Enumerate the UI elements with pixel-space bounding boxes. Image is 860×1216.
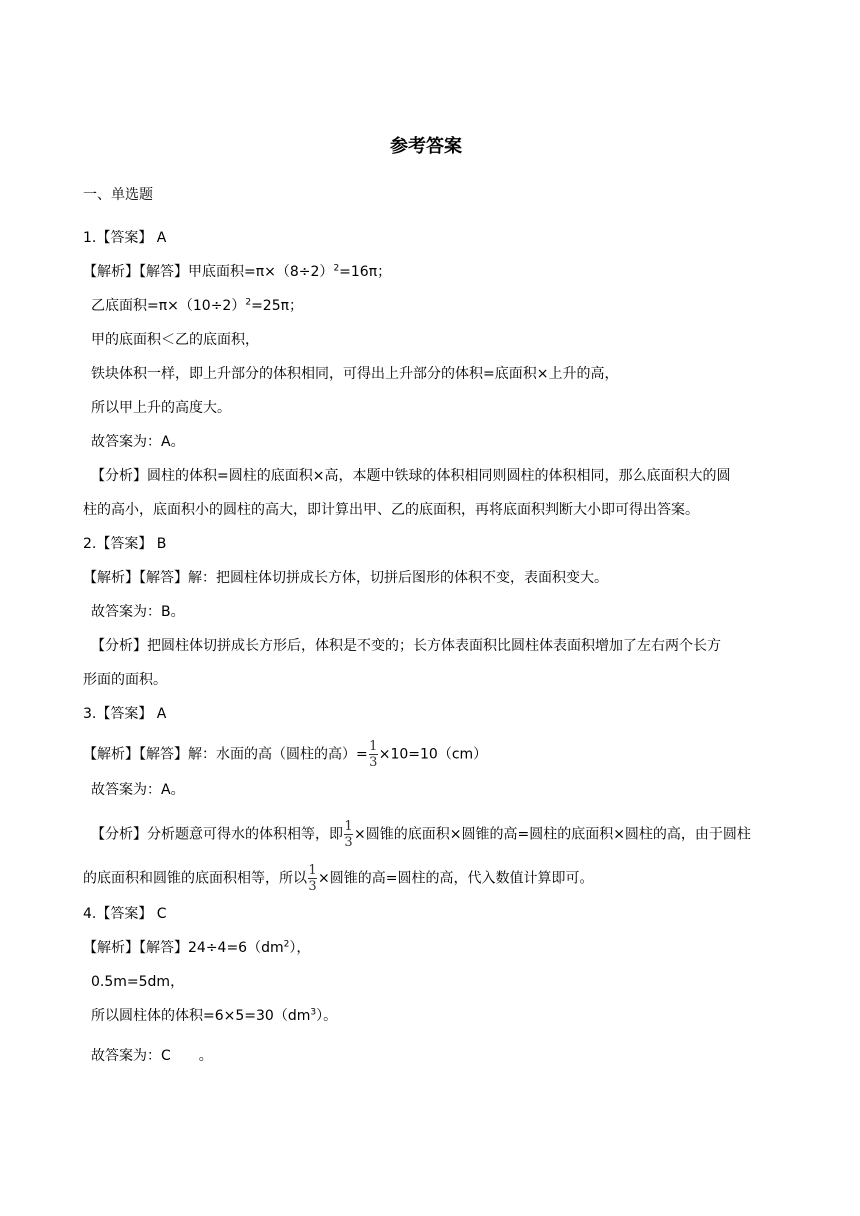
q4-line-3-text: 所以圆柱体的体积=6×5=30（dm [91, 1008, 311, 1024]
fraction-denominator: 3 [369, 755, 378, 770]
q4-line-2: 0.5m=5dm， [91, 974, 185, 990]
q3-answer: 3.【答案】 A [83, 706, 167, 722]
fraction-numerator: 1 [308, 863, 317, 878]
q2-line-1: 【解析】【解答】解：把圆柱体切拼成长方体，切拼后图形的体积不变，表面积变大。 [83, 570, 608, 586]
q2-answer: 2.【答案】 B [83, 536, 167, 552]
page-title: 参考答案 [390, 136, 462, 157]
q4-line-3 [91, 1006, 337, 1026]
fraction-denominator: 3 [308, 879, 317, 894]
q3-line-1-result: ×10=10（cm） [378, 746, 488, 763]
q4-answer: 4.【答案】 C [83, 906, 167, 922]
q4-line-1-text: 【解析】【解答】24÷4=6（dm [83, 940, 284, 956]
q1-line-1-result: =16π； [339, 264, 392, 280]
section-heading: 一、单选题 [83, 187, 153, 203]
one-third-fraction [344, 820, 353, 849]
q4-line-3-exponent: 3 [310, 1007, 317, 1018]
q1-line-1 [83, 262, 391, 282]
q3-line-1 [83, 740, 487, 769]
q2-conclusion: 故答案为：B。 [91, 604, 185, 620]
q3-line-1-text: 【解析】【解答】解：水面的高（圆柱的高）= [83, 746, 368, 763]
q4-line-1-exponent: 2 [283, 939, 290, 950]
q3-analysis-line-2-text: 的底面积和圆锥的底面积相等，所以 [83, 870, 307, 887]
q4-line-3-end: ）。 [316, 1008, 338, 1024]
q1-line-2-exponent: 2 [245, 297, 252, 308]
one-third-fraction [308, 864, 317, 893]
q1-line-5: 所以甲上升的高度大。 [91, 400, 231, 416]
q1-line-4: 铁块体积一样，即上升部分的体积相同，可得出上升部分的体积=底面积×上升的高， [91, 366, 619, 382]
q3-conclusion: 故答案为：A。 [91, 782, 185, 798]
q4-line-1-end: ）， [289, 940, 311, 956]
one-third-fraction [369, 740, 378, 769]
fraction-denominator: 3 [344, 835, 353, 850]
q1-answer: 1.【答案】 A [83, 230, 167, 246]
q1-line-1-text: 【解析】【解答】甲底面积=π×（8÷2） [83, 264, 334, 280]
fraction-numerator: 1 [369, 739, 378, 754]
fraction-numerator: 1 [344, 819, 353, 834]
q1-conclusion: 故答案为：A。 [91, 434, 185, 450]
q3-analysis-line-1-text: 【分析】分析题意可得水的体积相等，即 [91, 826, 343, 843]
q1-line-2 [91, 296, 303, 316]
q1-line-3: 甲的底面积＜乙的底面积， [91, 332, 259, 348]
q4-line-1 [83, 938, 310, 958]
q1-analysis-line-2: 柱的高小，底面积小的圆柱的高大，即计算出甲、乙的底面积，再将底面积判断大小即可得出答案。 [83, 502, 699, 518]
q1-line-2-result: =25π； [251, 298, 304, 314]
q3-analysis-line-2-rest: ×圆锥的高=圆柱的高，代入数值计算即可。 [318, 870, 594, 887]
q3-analysis-line-1 [91, 820, 751, 849]
q1-line-2-text: 乙底面积=π×（10÷2） [91, 298, 246, 314]
q1-analysis-line-1: 【分析】圆柱的体积=圆柱的底面积×高，本题中铁球的体积相同则圆柱的体积相同，那么底面积大的圆 [91, 468, 731, 484]
q3-analysis-line-2 [83, 864, 593, 893]
q4-conclusion: 故答案为：C 。 [91, 1048, 213, 1064]
q3-analysis-line-1-rest: ×圆锥的底面积×圆锥的高=圆柱的底面积×圆柱的高，由于圆柱 [354, 826, 751, 843]
q2-analysis-line-1: 【分析】把圆柱体切拼成长方形后，体积是不变的；长方体表面积比圆柱体表面积增加了左右两个长方 [91, 638, 721, 654]
q1-line-1-exponent: 2 [333, 263, 340, 274]
q2-analysis-line-2: 形面的面积。 [83, 672, 167, 688]
